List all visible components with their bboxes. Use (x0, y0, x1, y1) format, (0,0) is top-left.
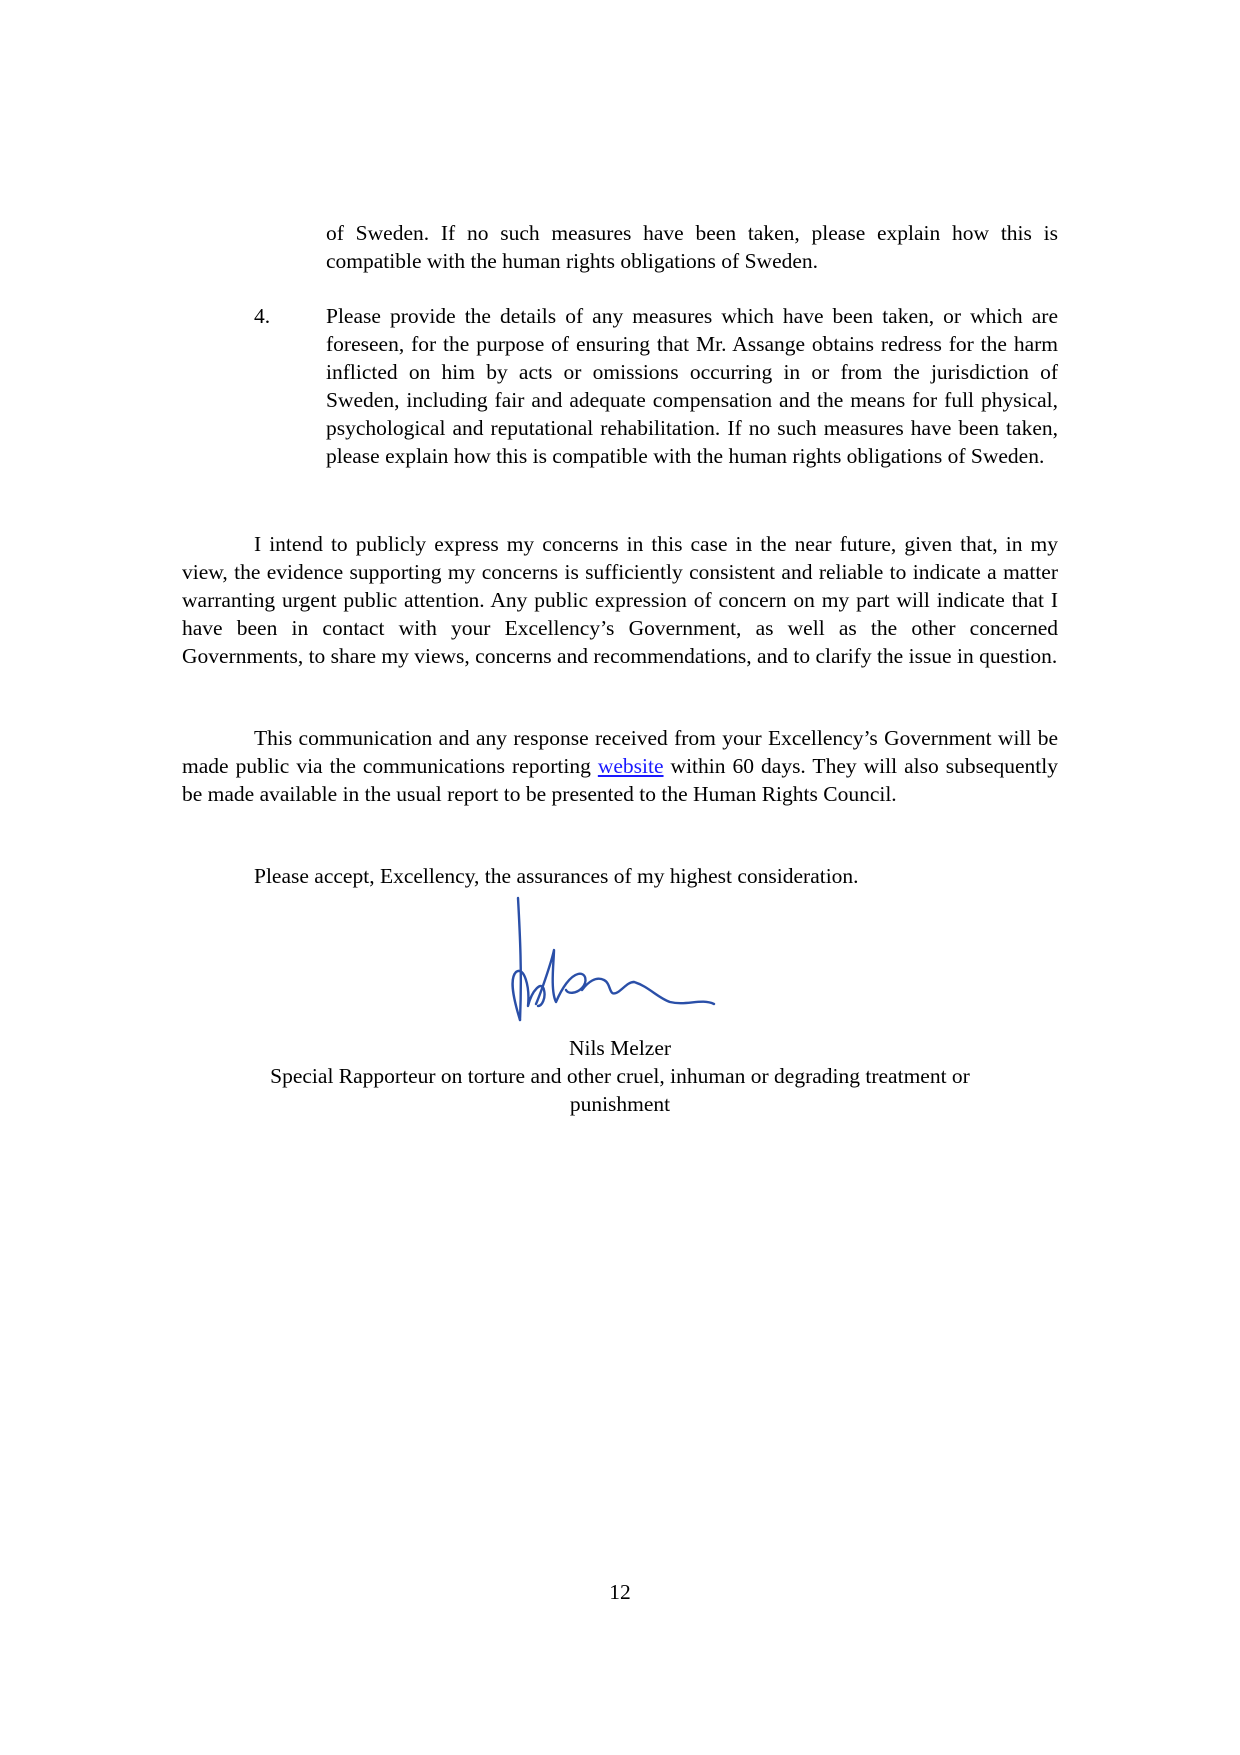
signer-block (182, 1034, 1058, 1118)
question-4 (182, 302, 1058, 470)
question-4-number: 4. (254, 304, 271, 328)
publication-text-after-link: within 60 days. They will also subsequently be made available in the usual report to be presented to the Human Rights Council. (182, 754, 1058, 806)
signer-title-line-2: punishment (569, 1092, 671, 1116)
signature (508, 894, 720, 1034)
signer-name: Nils Melzer (568, 1036, 672, 1060)
page-number: 12 (609, 1580, 631, 1604)
website-link[interactable]: website (597, 754, 664, 778)
paragraph-publication (182, 724, 1058, 808)
paragraph-concerns: I intend to publicly express my concerns in this case in the near future, given that, in my view, the evidence supporting my concerns is sufficiently consistent and reliable to indicate a matter warranting urgent public attention. Any public expression of concern on my part will indicate that I have been in contact with your Excellency’s Government, as well as the other concerned Governments, to share my views, concerns and recommendations, and to clarify the issue in question. (182, 532, 1058, 668)
closing-salutation: Please accept, Excellency, the assurances of my highest consideration. (254, 864, 859, 888)
question-3-continuation (182, 219, 1058, 275)
signer-title-line-1: Special Rapporteur on torture and other cruel, inhuman or degrading treatment or (270, 1064, 970, 1088)
question-3-text: of Sweden. If no such measures have been taken, please explain how this is compatible with the human rights obligations of Sweden. (326, 221, 1058, 273)
publication-text-before-link: This communication and any response received from your Excellency’s Government will be made public via the communications reporting (182, 726, 1058, 778)
question-4-text: Please provide the details of any measures which have been taken, or which are foreseen, for the purpose of ensuring that Mr. Assange obtains redress for the harm inflicted on him by acts or omissions occurring in or from the jurisdiction of Sweden, including fair and adequate compensation and the means for full physical, psychological and reputational rehabilitation. If no such measures have been taken, please explain how this is compatible with the human rights obligations of Sweden. (326, 304, 1058, 468)
